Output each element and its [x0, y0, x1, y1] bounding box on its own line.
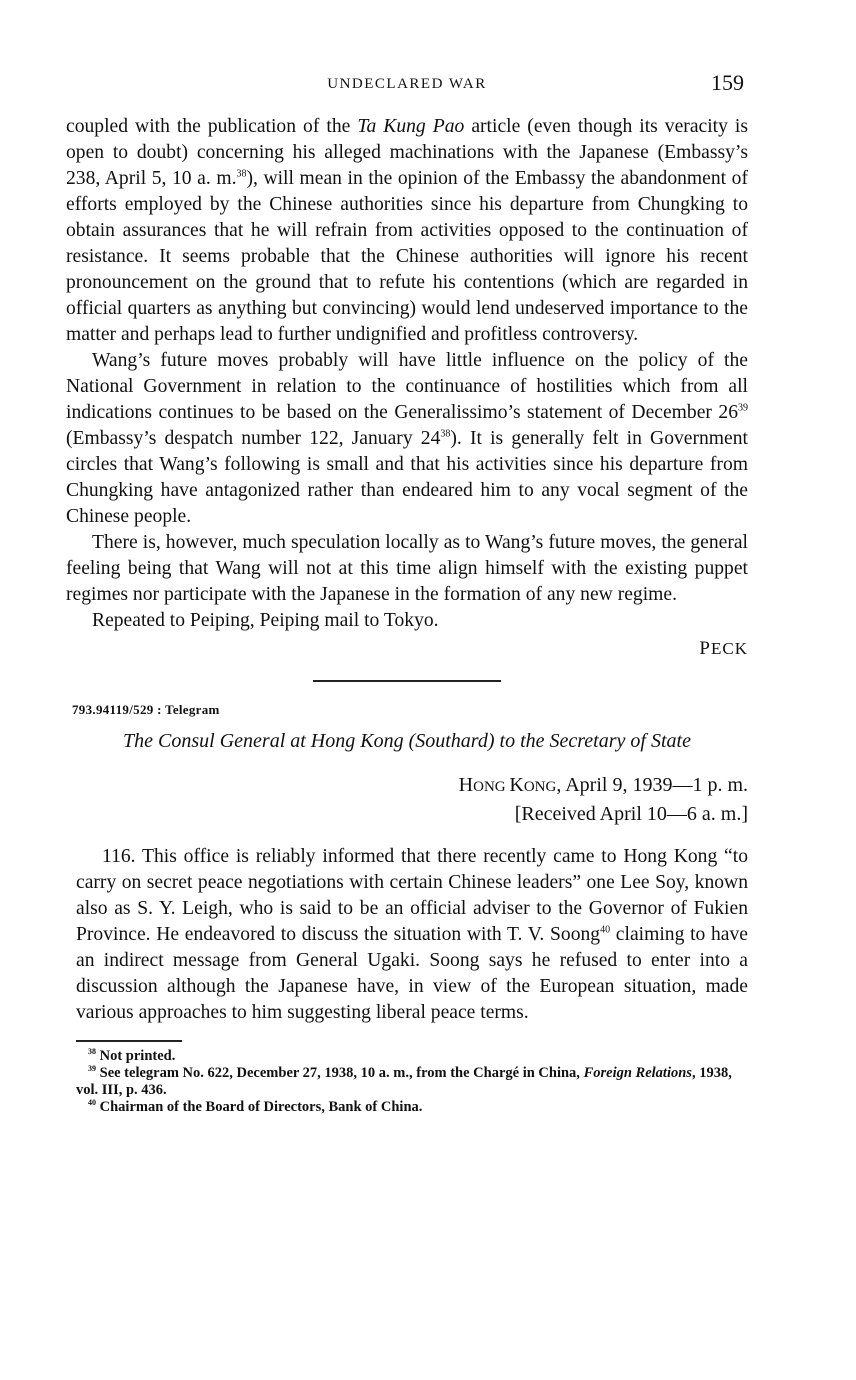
footnote-italic: Foreign Relations — [583, 1065, 692, 1081]
place-initial: K — [509, 774, 524, 796]
paragraph-2 — [66, 348, 748, 530]
text-run: 116. This office is reliably informed that there recently came to Hong Kong “to carry on secret peace negotiations with certain Chinese leaders” one Lee Soy, known also as S. Y. Leigh, who is said to be an official adviser to the Governor of Fukien Province. He endeavored to discuss the situation with T. V. Soong — [76, 846, 748, 945]
file-number: 793.94119/529 : Telegram — [72, 702, 220, 717]
dateline — [66, 772, 748, 828]
footnote-mark: 38 — [88, 1047, 96, 1057]
body-text — [66, 114, 748, 634]
text-run: coupled with the publication of the — [66, 116, 358, 137]
page-number: 159 — [711, 70, 744, 95]
signature-initial: P — [699, 638, 711, 659]
heading-name: Southard — [415, 730, 488, 752]
footnote-40 — [76, 1099, 748, 1116]
document-heading — [86, 728, 728, 754]
heading-run: ) to the Secretary of State — [487, 730, 691, 752]
section-divider — [313, 680, 501, 682]
date-sent — [66, 772, 748, 801]
signature — [66, 638, 748, 660]
telegram-paragraph — [76, 844, 748, 1026]
document-page — [66, 70, 748, 1116]
text-run: ), will mean in the opinion of the Embassy the abandonment of efforts employed by the Chinese authorities since his departure from Chungking to obtain assurances that he will refrain from activities opposed to the continuation of resistance. It seems probable that the Chinese authorities will ignore his recent pronouncement on the ground that to refute his contentions (which are regarded in official quarters as anything but convincing) would lend undeserved importance to the matter and perhaps lead to further undignified and profitless controversy. — [66, 168, 748, 345]
text-run: ). It is generally felt in Government circles that Wang’s following is small and that his activities since his departure from Chungking have antagonized rather than endeared him to any vocal segment of the Chinese people. — [66, 428, 748, 527]
running-head — [66, 70, 748, 104]
heading-run: The Consul General at Hong Kong ( — [123, 730, 416, 752]
footnote-ref: 39 — [738, 402, 748, 414]
text-run: Wang’s future moves probably will have little influence on the policy of the National Government in relation to the continuance of hostilities which from all indications continues to be based on the Generalissimo’s statement of December 26 — [66, 350, 748, 423]
footnotes — [76, 1048, 748, 1116]
footnote-text: Not printed. — [96, 1048, 176, 1064]
running-head-title: UNDECLARED WAR — [327, 76, 487, 92]
footnote-39 — [76, 1065, 748, 1099]
place-rest: ONG — [523, 779, 557, 795]
signature-rest: ECK — [711, 639, 748, 658]
place-initial: H — [458, 774, 474, 796]
footnote-ref: 38 — [236, 168, 247, 180]
date-text: , April 9, 1939—1 p. m. — [556, 774, 748, 796]
footnote-rule — [76, 1040, 182, 1042]
footnote-ref: 40 — [600, 924, 611, 936]
date-received: [Received April 10—6 a. m.] — [514, 803, 748, 825]
footnote-mark: 39 — [88, 1064, 96, 1074]
text-run: article (even though its veracity is open to doubt) concerning his alleged machinations with the Japanese (Embassy’s 238, April 5, 10 a. m. — [66, 116, 748, 189]
telegram-text — [76, 844, 748, 1026]
footnote-38 — [76, 1048, 748, 1065]
paragraph-4: Repeated to Peiping, Peiping mail to Tokyo. — [92, 610, 439, 631]
newspaper-title: Ta Kung Pao — [357, 116, 465, 137]
footnote-text: Chairman of the Board of Directors, Bank of China. — [96, 1099, 423, 1115]
footnote-text: See telegram No. 622, December 27, 1938, 10 a. m., from the Chargé in China, — [96, 1065, 584, 1081]
paragraph-1 — [66, 114, 748, 348]
paragraph-3: There is, however, much speculation locally as to Wang’s future moves, the general feeling being that Wang will not at this time align himself with the existing puppet regimes nor participate with the Japanese in the formation of any new regime. — [66, 532, 748, 605]
text-run: (Embassy’s despatch number 122, January 24 — [66, 428, 441, 449]
place-rest: ONG — [473, 779, 510, 795]
text-run: claiming to have an indirect message from General Ugaki. Soong says he refused to enter into a discussion although the Japanese have, in view of the European situation, made various approaches to him suggesting liberal peace terms. — [76, 924, 748, 1023]
footnote-text: , 1938, vol. III, p. 436. — [76, 1065, 732, 1098]
footnote-mark: 40 — [88, 1098, 96, 1108]
footnote-ref: 38 — [440, 428, 451, 440]
